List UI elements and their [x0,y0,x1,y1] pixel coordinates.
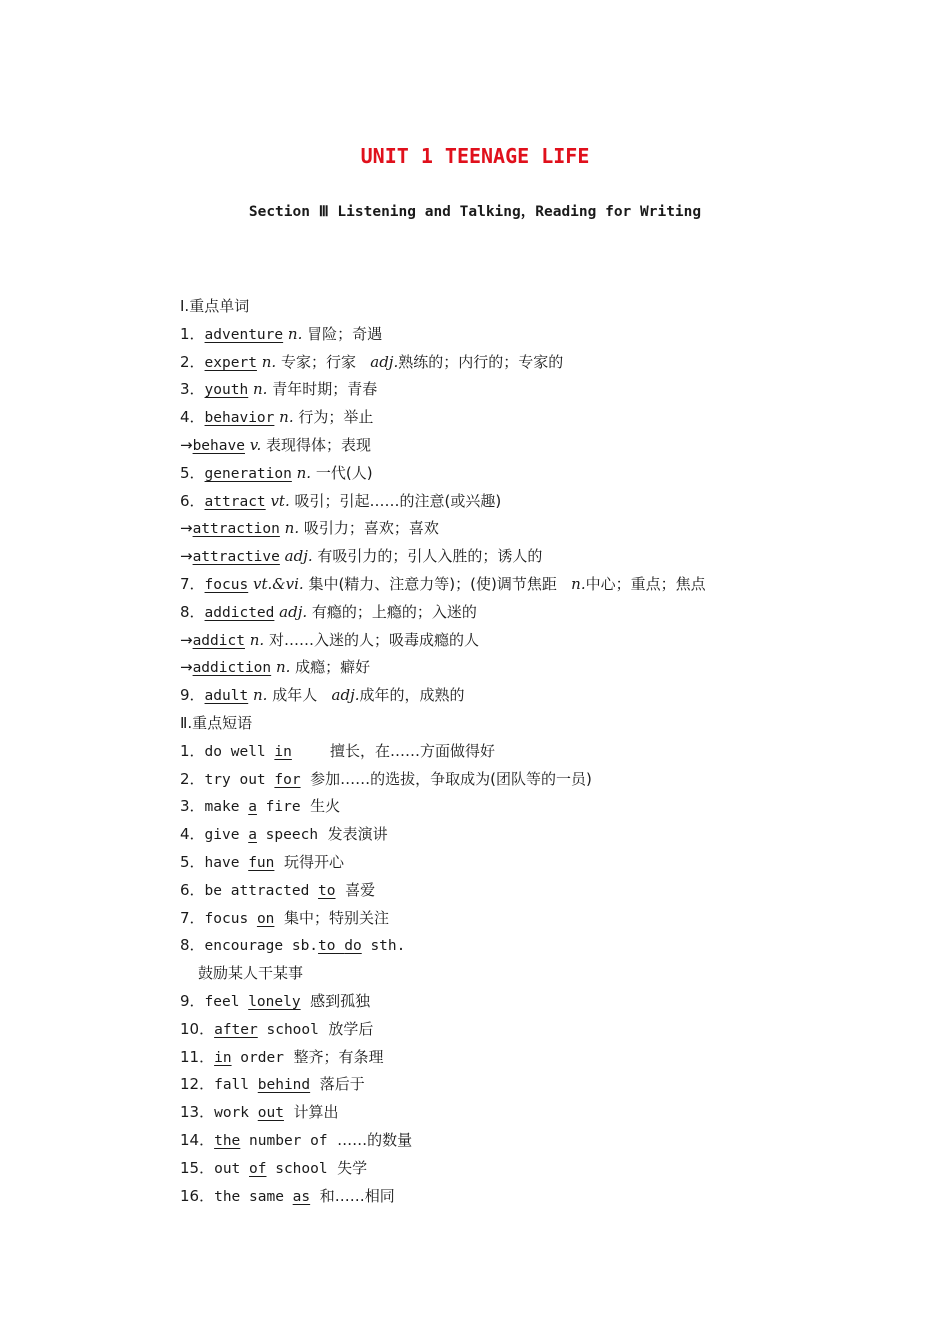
word-number: → [180,435,193,454]
word-answer: focus [204,576,249,593]
word-entry [180,349,880,377]
word-meaning: 集中(精力、注意力等)；(使)调节焦距 [308,574,557,593]
phrase-meaning: 鼓励某人干某事 [198,964,304,983]
phrase-answer: for [274,771,301,788]
part-of-speech: adj. [279,602,308,621]
word-entry [180,682,880,710]
word-answer: addiction [192,660,272,677]
word-meaning: 吸引力；喜欢；喜欢 [303,519,439,538]
phrase-answer: on [256,910,275,927]
phrase-text: out [214,1160,250,1177]
word-meaning: 有吸引力的；引人入胜的；诱人的 [317,547,543,566]
phrase-meaning: 和……相同 [319,1186,395,1205]
phrase-answer: a [248,827,257,844]
phrase-text: number of [240,1132,328,1149]
phrase-answer: to [318,938,336,955]
word-answer: adult [204,688,249,705]
word-number: 7． [180,574,205,593]
word-entry [180,376,880,404]
word-meaning: 对……入迷的人；吸毒成瘾的人 [268,630,479,649]
part-of-speech: n. [279,408,294,427]
phrase-meaning: 计算出 [293,1103,339,1122]
word-entry [180,627,880,655]
phrase-text [336,938,345,954]
part-of-speech: n. [284,519,300,538]
phrase-meaning: 发表演讲 [327,825,388,844]
document-body [180,293,880,1210]
phrase-number: 12． [180,1075,215,1094]
phrase-text: have [204,854,249,871]
word-number: 9． [180,686,205,705]
phrases-heading: Ⅱ.重点短语 [180,713,253,732]
phrase-number: 1． [180,741,205,760]
phrase-entry [180,1044,880,1072]
phrase-entry [180,988,880,1016]
word-answer: behavior [204,410,275,427]
phrase-entry [180,1183,880,1211]
phrase-meaning: 落后于 [319,1075,365,1094]
word-number: 3． [180,380,205,399]
phrase-answer: as [292,1188,311,1205]
phrase-number: 9． [180,991,205,1010]
phrase-number: 14． [180,1130,215,1149]
phrase-meaning: 感到孤独 [310,991,371,1010]
word-entry [180,488,880,516]
phrase-number: 7． [180,908,205,927]
part-of-speech: n. [252,380,268,399]
part-of-speech: v. [249,435,262,454]
word-entry [180,460,880,488]
phrase-text: give [204,827,249,844]
phrase-text: try out [204,771,275,788]
word-number: 1． [180,324,205,343]
word-entry [180,543,880,571]
phrase-text: sth. [361,938,406,955]
word-answer: expert [204,354,257,371]
phrase-number: 4． [180,825,205,844]
phrase-meaning: 参加……的选拔，争取成为(团队等的一员) [310,769,592,788]
part-of-speech: n. [296,463,312,482]
phrase-number: 2． [180,769,205,788]
phrase-text: order [231,1049,284,1066]
phrase-number: 13． [180,1103,215,1122]
phrase-text: work [214,1105,258,1122]
phrase-entry [180,932,880,960]
phrase-text: the same [214,1188,293,1205]
part-of-speech: n. [252,686,268,705]
phrase-entry [180,1016,880,1044]
phrase-meaning: 生火 [310,797,341,816]
phrase-answer: do [344,938,362,955]
phrase-answer: the [214,1132,241,1149]
word-meaning: 成瘾；癖好 [295,658,371,677]
word-meaning: 成年人 [272,686,318,705]
phrase-number: 16． [180,1186,215,1205]
phrase-meaning: 整齐；有条理 [293,1047,384,1066]
word-number: → [180,519,193,538]
word-meaning: 表现得体；表现 [266,435,372,454]
phrase-text: encourage sb. [204,938,319,955]
section-subtitle: Section Ⅲ Listening and Talking，Reading for Writing [248,204,702,220]
phrase-meaning: 擅长，在……方面做得好 [330,741,496,760]
word-entry [180,404,880,432]
word-answer: youth [204,382,249,399]
word-meaning: 有瘾的；上瘾的；入迷的 [311,602,477,621]
word-answer: attract [204,493,266,510]
phrase-number: 10． [180,1019,215,1038]
phrase-text: be attracted [204,882,319,899]
word-entry [180,515,880,543]
phrase-number: 15． [180,1158,215,1177]
phrase-answer: fun [248,854,275,871]
part-of-speech: n. [261,352,277,371]
part-of-speech: n. [287,324,303,343]
phrase-number: 6． [180,880,205,899]
phrase-answer: lonely [248,993,301,1010]
words-list [180,321,880,710]
phrase-answer: in [274,743,292,760]
phrase-answer: of [249,1160,267,1177]
part-of-speech: n. [249,630,265,649]
word-number: 8． [180,602,205,621]
phrase-entry [180,905,880,933]
phrase-entry [180,1099,880,1127]
phrase-meaning: 失学 [337,1158,368,1177]
phrase-answer: in [214,1049,232,1066]
phrase-entry [180,821,880,849]
phrase-answer: a [248,799,257,816]
word-number: → [180,630,193,649]
phrase-entry [180,1155,880,1183]
word-entry [180,654,880,682]
phrase-entry [180,766,880,794]
word-meaning: 成年的，成熟的 [359,686,465,705]
word-meaning: 行为；举止 [298,408,374,427]
phrase-entry [180,1127,880,1155]
phrase-entry [180,849,880,877]
phrase-entry [180,1071,880,1099]
page-title: UNIT 1 TEENAGE LIFE [360,144,590,168]
word-answer: addict [192,632,245,649]
word-meaning: 一代(人) [315,463,373,482]
part-of-speech: n. [275,658,291,677]
phrase-meaning: 放学后 [328,1019,374,1038]
phrase-entry [180,877,880,905]
phrase-text: do well [204,743,275,760]
word-number: → [180,547,193,566]
part-of-speech: vt.&vi. [252,574,304,593]
word-answer: generation [204,465,292,482]
phrase-meaning-line [180,960,880,988]
phrase-text: fall [214,1077,258,1094]
word-entry [180,321,880,349]
part-of-speech: adj. [331,686,360,705]
phrase-entry [180,793,880,821]
phrase-meaning: 集中；特别关注 [283,908,389,927]
phrase-text: make [204,799,249,816]
word-number: 2． [180,352,205,371]
word-answer: attraction [192,521,280,538]
phrase-text: feel [204,993,249,1010]
words-heading: Ⅰ.重点单词 [180,297,250,315]
phrase-number: 8． [180,936,205,955]
phrase-meaning: ……的数量 [337,1130,413,1149]
phrase-answer: behind [257,1077,311,1094]
word-answer: addicted [204,604,275,621]
phrase-meaning: 喜爱 [345,880,376,899]
word-answer: attractive [192,549,280,566]
word-number: 5． [180,463,205,482]
word-answer: adventure [204,326,284,343]
phrase-number: 3． [180,797,205,816]
phrase-answer: out [257,1105,284,1122]
phrase-answer: after [214,1021,258,1038]
part-of-speech: n. [571,574,586,593]
phrase-number: 11． [180,1047,215,1066]
phrase-answer: to [318,882,336,899]
part-of-speech: adj. [370,352,399,371]
phrases-list [180,738,880,1211]
phrase-entry [180,738,880,766]
word-meaning: 中心；重点；焦点 [585,574,706,593]
word-entry [180,599,880,627]
word-number: 6． [180,491,205,510]
word-number: → [180,658,193,677]
word-meaning: 熟练的；内行的；专家的 [398,352,564,371]
word-meaning: 专家；行家 [280,352,356,371]
part-of-speech: vt. [270,491,290,510]
phrase-text: fire [256,799,301,816]
word-answer: behave [192,437,245,454]
phrase-number: 5． [180,852,205,871]
phrase-text: focus [204,910,257,927]
word-entry [180,571,880,599]
word-meaning: 冒险；奇遇 [307,324,383,343]
phrase-meaning: 玩得开心 [283,852,344,871]
word-meaning: 吸引；引起……的注意(或兴趣) [294,491,502,510]
part-of-speech: adj. [284,547,313,566]
word-entry [180,432,880,460]
word-number: 4． [180,408,205,427]
word-meaning: 青年时期；青春 [272,380,378,399]
phrase-text: speech [256,827,319,844]
phrase-text: school [266,1160,328,1177]
phrase-text: school [257,1021,319,1038]
